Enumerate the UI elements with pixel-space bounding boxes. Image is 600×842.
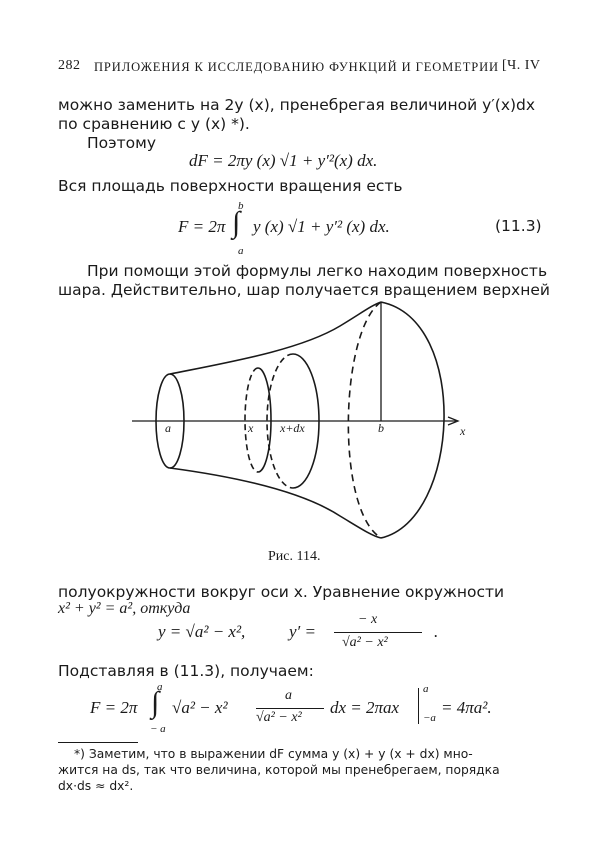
evaluation-bar [418, 688, 419, 724]
integral-sign: ∫ [232, 206, 241, 239]
fraction-bar [256, 708, 324, 709]
final-eq-end: = 4πa². [441, 698, 492, 717]
final-eq-middle: dx = 2πax [330, 698, 400, 717]
label-a: a [165, 421, 171, 435]
equation-dF: dF = 2πy (x) √1 + y′²(x) dx. [189, 151, 378, 170]
footnote-rule [58, 742, 138, 743]
figure-caption: Рис. 114. [268, 549, 321, 564]
text-line: x² + y² = a², откуда [58, 600, 191, 617]
right-end-front [381, 302, 444, 538]
final-eq-sqrt: √a² − x² [172, 698, 228, 717]
text-line: Вся площадь поверхности вращения есть [58, 177, 403, 195]
fraction-bar [334, 632, 422, 633]
label-b: b [378, 421, 384, 435]
lower-profile-curve [170, 468, 381, 538]
text-line: полуокружности вокруг оси x. Уравнение окружности [58, 583, 505, 601]
page-number: 282 [58, 58, 81, 73]
equation-yprime-left: y′ = [289, 622, 316, 641]
chapter-marker: [Ч. IV [502, 58, 541, 73]
text-line: При помощи этой формулы легко находим поверхность [87, 262, 548, 280]
equation-label: (11.3) [495, 217, 542, 235]
integral-upper-limit: b [238, 200, 244, 212]
footnote-line: жится на ds, так что величина, которой мы пренебрегаем, порядка [58, 763, 500, 777]
integral-sign: ∫ [151, 686, 160, 719]
equation-period: . [434, 622, 439, 641]
upper-profile-curve [170, 302, 381, 374]
eval-lower: −a [423, 712, 436, 724]
label-axis-x: x [460, 424, 466, 438]
integral-upper-limit: a [157, 681, 163, 693]
cross-section-x-front [258, 368, 271, 472]
footnote-line: dx·ds ≈ dx². [58, 779, 134, 793]
text-line: можно заменить на 2y (x), пренебрегая величиной y′(x)dx [58, 96, 536, 114]
integral-lower-limit: a [238, 245, 244, 257]
integral-lower-limit: − a [150, 723, 166, 735]
text-line: Подставляя в (11.3), получаем: [58, 662, 314, 680]
label-x: x [248, 421, 254, 435]
text-line: Поэтому [87, 134, 157, 152]
final-eq-denominator: √a² − x² [256, 710, 302, 725]
eval-upper: a [423, 683, 429, 695]
yprime-denominator: √a² − x² [342, 635, 388, 650]
final-eq-prefix: F = 2π [90, 698, 138, 717]
equation-F-prefix: F = 2π [178, 217, 226, 236]
equation-F-body: y (x) √1 + y′² (x) dx. [253, 217, 390, 236]
label-x-plus-dx: x+dx [280, 421, 305, 435]
final-eq-numerator: a [285, 688, 292, 703]
running-title: ПРИЛОЖЕНИЯ К ИССЛЕДОВАНИЮ ФУНКЦИЙ И ГЕОМЕТРИИ [94, 60, 499, 74]
text-line: шара. Действительно, шар получается вращением верхней [58, 281, 550, 299]
footnote-line: *) Заметим, что в выражении dF сумма y (x) + y (x + dx) мно- [74, 747, 473, 761]
equation-y: y = √a² − x², [158, 622, 246, 641]
right-end-back [348, 302, 381, 538]
cross-section-x-back [245, 368, 258, 472]
yprime-numerator: − x [358, 612, 378, 627]
text-line: по сравнению с y (x) *). [58, 115, 250, 133]
